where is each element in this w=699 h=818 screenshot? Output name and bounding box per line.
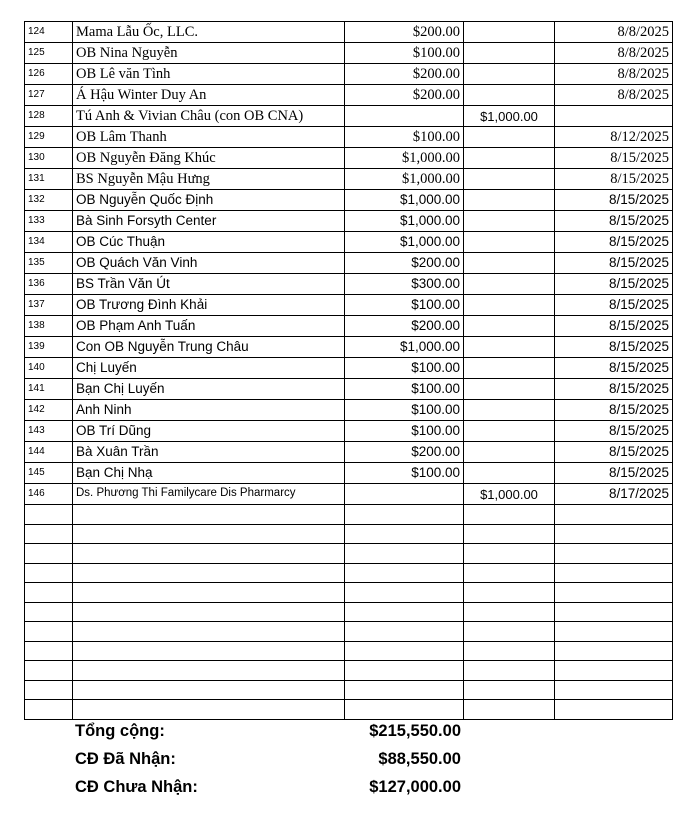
totals-section (75, 722, 475, 806)
table-row (25, 169, 673, 190)
empty-cell (25, 563, 73, 583)
date-cell: 8/15/2025 (555, 463, 673, 484)
pledge-cell (464, 148, 555, 169)
pledge-cell (464, 127, 555, 148)
empty-cell (345, 622, 464, 642)
amount-cell: $100.00 (345, 421, 464, 442)
empty-cell (464, 661, 555, 681)
pledge-cell (464, 85, 555, 106)
amount-cell: $1,000.00 (345, 169, 464, 190)
row-number: 125 (25, 43, 73, 64)
date-cell: 8/8/2025 (555, 64, 673, 85)
row-number: 126 (25, 64, 73, 85)
pending-value: $127,000.00 (369, 778, 461, 796)
empty-row (25, 544, 673, 564)
table-row (25, 64, 673, 85)
date-cell: 8/15/2025 (555, 295, 673, 316)
table-row (25, 379, 673, 400)
date-cell: 8/15/2025 (555, 274, 673, 295)
donation-table (24, 21, 673, 720)
row-number: 133 (25, 211, 73, 232)
empty-cell (464, 680, 555, 700)
donor-name: Chị Luyến (73, 358, 345, 379)
amount-cell (345, 106, 464, 127)
row-number: 132 (25, 190, 73, 211)
empty-cell (345, 680, 464, 700)
donor-name: OB Phạm Anh Tuấn (73, 316, 345, 337)
date-cell: 8/15/2025 (555, 337, 673, 358)
row-number: 143 (25, 421, 73, 442)
table-row (25, 232, 673, 253)
empty-cell (345, 544, 464, 564)
amount-cell: $100.00 (345, 127, 464, 148)
empty-cell (73, 524, 345, 544)
row-number: 136 (25, 274, 73, 295)
date-cell: 8/8/2025 (555, 22, 673, 43)
amount-cell: $100.00 (345, 295, 464, 316)
amount-cell: $100.00 (345, 43, 464, 64)
amount-cell: $200.00 (345, 442, 464, 463)
empty-cell (464, 622, 555, 642)
pledge-cell (464, 169, 555, 190)
empty-cell (73, 544, 345, 564)
empty-cell (345, 505, 464, 525)
table-row (25, 295, 673, 316)
date-cell: 8/15/2025 (555, 211, 673, 232)
row-number: 141 (25, 379, 73, 400)
empty-cell (25, 602, 73, 622)
empty-cell (555, 700, 673, 720)
empty-cell (555, 641, 673, 661)
table-row (25, 43, 673, 64)
pledge-cell (464, 379, 555, 400)
donor-name: Bà Xuân Trần (73, 442, 345, 463)
amount-cell: $200.00 (345, 253, 464, 274)
empty-cell (25, 680, 73, 700)
donor-name: OB Nina Nguyễn (73, 43, 345, 64)
pending-row (75, 778, 475, 806)
table-row (25, 316, 673, 337)
empty-cell (73, 563, 345, 583)
date-cell: 8/15/2025 (555, 400, 673, 421)
row-number: 127 (25, 85, 73, 106)
empty-cell (464, 700, 555, 720)
table-row (25, 190, 673, 211)
row-number: 124 (25, 22, 73, 43)
empty-cell (464, 505, 555, 525)
donor-name: Tú Anh & Vivian Châu (con OB CNA) (73, 106, 345, 127)
pledge-cell: $1,000.00 (464, 484, 555, 505)
pledge-cell (464, 190, 555, 211)
empty-cell (73, 700, 345, 720)
amount-cell (345, 484, 464, 505)
empty-cell (464, 602, 555, 622)
row-number: 139 (25, 337, 73, 358)
empty-cell (25, 700, 73, 720)
pledge-cell (464, 463, 555, 484)
pledge-cell (464, 43, 555, 64)
received-value: $88,550.00 (378, 750, 461, 768)
donor-name: OB Nguyễn Đăng Khúc (73, 148, 345, 169)
empty-row (25, 602, 673, 622)
pledge-cell (464, 211, 555, 232)
pledge-cell (464, 232, 555, 253)
pledge-cell (464, 295, 555, 316)
empty-cell (73, 680, 345, 700)
donor-name: OB Lê văn Tình (73, 64, 345, 85)
empty-row (25, 524, 673, 544)
date-cell: 8/15/2025 (555, 169, 673, 190)
empty-cell (73, 602, 345, 622)
date-cell: 8/15/2025 (555, 190, 673, 211)
row-number: 138 (25, 316, 73, 337)
table-row (25, 274, 673, 295)
date-cell: 8/8/2025 (555, 85, 673, 106)
table-row (25, 106, 673, 127)
amount-cell: $200.00 (345, 64, 464, 85)
empty-cell (345, 641, 464, 661)
table-row (25, 211, 673, 232)
empty-cell (25, 661, 73, 681)
table-row (25, 400, 673, 421)
table-row (25, 22, 673, 43)
pledge-cell (464, 316, 555, 337)
total-label: Tổng cộng: (75, 722, 165, 740)
donor-name: OB Cúc Thuận (73, 232, 345, 253)
total-row (75, 722, 475, 750)
row-number: 131 (25, 169, 73, 190)
donor-name: OB Trương Đình Khải (73, 295, 345, 316)
empty-row (25, 641, 673, 661)
date-cell: 8/15/2025 (555, 253, 673, 274)
empty-cell (25, 622, 73, 642)
empty-cell (25, 524, 73, 544)
date-cell: 8/15/2025 (555, 148, 673, 169)
row-number: 130 (25, 148, 73, 169)
row-number: 134 (25, 232, 73, 253)
row-number: 145 (25, 463, 73, 484)
donor-name: OB Quách Văn Vinh (73, 253, 345, 274)
row-number: 135 (25, 253, 73, 274)
empty-row (25, 505, 673, 525)
amount-cell: $1,000.00 (345, 232, 464, 253)
pledge-cell (464, 64, 555, 85)
total-value: $215,550.00 (369, 722, 461, 740)
empty-cell (555, 544, 673, 564)
empty-cell (345, 563, 464, 583)
row-number: 128 (25, 106, 73, 127)
date-cell: 8/15/2025 (555, 232, 673, 253)
table-row (25, 337, 673, 358)
table-row (25, 148, 673, 169)
empty-cell (73, 622, 345, 642)
donor-name: Bạn Chị Luyến (73, 379, 345, 400)
table-row (25, 127, 673, 148)
donor-name: Bạn Chị Nhạ (73, 463, 345, 484)
empty-cell (73, 661, 345, 681)
empty-row (25, 661, 673, 681)
amount-cell: $1,000.00 (345, 148, 464, 169)
empty-cell (25, 505, 73, 525)
empty-cell (345, 583, 464, 603)
empty-cell (345, 524, 464, 544)
empty-cell (345, 661, 464, 681)
donor-name: Anh Ninh (73, 400, 345, 421)
empty-cell (555, 602, 673, 622)
empty-row (25, 563, 673, 583)
empty-cell (464, 641, 555, 661)
date-cell: 8/8/2025 (555, 43, 673, 64)
empty-cell (464, 544, 555, 564)
date-cell: 8/15/2025 (555, 421, 673, 442)
date-cell: 8/15/2025 (555, 358, 673, 379)
donor-name: Mama Lẫu Ốc, LLC. (73, 22, 345, 43)
date-cell: 8/15/2025 (555, 442, 673, 463)
row-number: 140 (25, 358, 73, 379)
date-cell: 8/12/2025 (555, 127, 673, 148)
empty-cell (464, 524, 555, 544)
empty-cell (555, 622, 673, 642)
empty-cell (345, 700, 464, 720)
donor-name: Con OB Nguyễn Trung Châu (73, 337, 345, 358)
pledge-cell (464, 253, 555, 274)
table-row (25, 253, 673, 274)
row-number: 146 (25, 484, 73, 505)
row-number: 129 (25, 127, 73, 148)
table-row (25, 421, 673, 442)
pledge-cell (464, 421, 555, 442)
pledge-cell (464, 358, 555, 379)
empty-cell (73, 583, 345, 603)
row-number: 144 (25, 442, 73, 463)
empty-cell (555, 524, 673, 544)
pending-label: CĐ Chưa Nhận: (75, 778, 198, 796)
table-row (25, 442, 673, 463)
empty-cell (73, 505, 345, 525)
empty-row (25, 583, 673, 603)
amount-cell: $200.00 (345, 22, 464, 43)
empty-row (25, 680, 673, 700)
pledge-cell (464, 22, 555, 43)
empty-cell (25, 641, 73, 661)
received-row (75, 750, 475, 778)
empty-cell (555, 563, 673, 583)
donor-name: BS Trần Văn Út (73, 274, 345, 295)
date-cell (555, 106, 673, 127)
donor-name: OB Lâm Thanh (73, 127, 345, 148)
empty-cell (555, 505, 673, 525)
amount-cell: $100.00 (345, 358, 464, 379)
pledge-cell (464, 337, 555, 358)
empty-cell (73, 641, 345, 661)
amount-cell: $300.00 (345, 274, 464, 295)
table-row (25, 85, 673, 106)
donor-name: OB Trí Dũng (73, 421, 345, 442)
donor-name: BS Nguyễn Mậu Hưng (73, 169, 345, 190)
pledge-cell (464, 274, 555, 295)
table-row (25, 484, 673, 505)
empty-cell (555, 661, 673, 681)
pledge-cell (464, 400, 555, 421)
amount-cell: $1,000.00 (345, 211, 464, 232)
pledge-cell (464, 442, 555, 463)
date-cell: 8/17/2025 (555, 484, 673, 505)
empty-cell (555, 583, 673, 603)
date-cell: 8/15/2025 (555, 316, 673, 337)
empty-cell (464, 583, 555, 603)
amount-cell: $1,000.00 (345, 190, 464, 211)
donation-table-body (25, 22, 673, 720)
amount-cell: $100.00 (345, 463, 464, 484)
empty-row (25, 700, 673, 720)
empty-cell (555, 680, 673, 700)
date-cell: 8/15/2025 (555, 379, 673, 400)
received-label: CĐ Đã Nhận: (75, 750, 176, 768)
pledge-cell: $1,000.00 (464, 106, 555, 127)
table-row (25, 463, 673, 484)
donor-name: Á Hậu Winter Duy An (73, 85, 345, 106)
donor-name: OB Nguyễn Quốc Định (73, 190, 345, 211)
empty-cell (345, 602, 464, 622)
donor-name: Ds. Phương Thi Familycare Dis Pharmarcy (73, 484, 345, 505)
empty-cell (464, 563, 555, 583)
amount-cell: $1,000.00 (345, 337, 464, 358)
amount-cell: $100.00 (345, 400, 464, 421)
empty-row (25, 622, 673, 642)
amount-cell: $200.00 (345, 85, 464, 106)
row-number: 137 (25, 295, 73, 316)
donor-name: Bà Sinh Forsyth Center (73, 211, 345, 232)
amount-cell: $200.00 (345, 316, 464, 337)
table-row (25, 358, 673, 379)
amount-cell: $100.00 (345, 379, 464, 400)
empty-cell (25, 544, 73, 564)
row-number: 142 (25, 400, 73, 421)
empty-cell (25, 583, 73, 603)
